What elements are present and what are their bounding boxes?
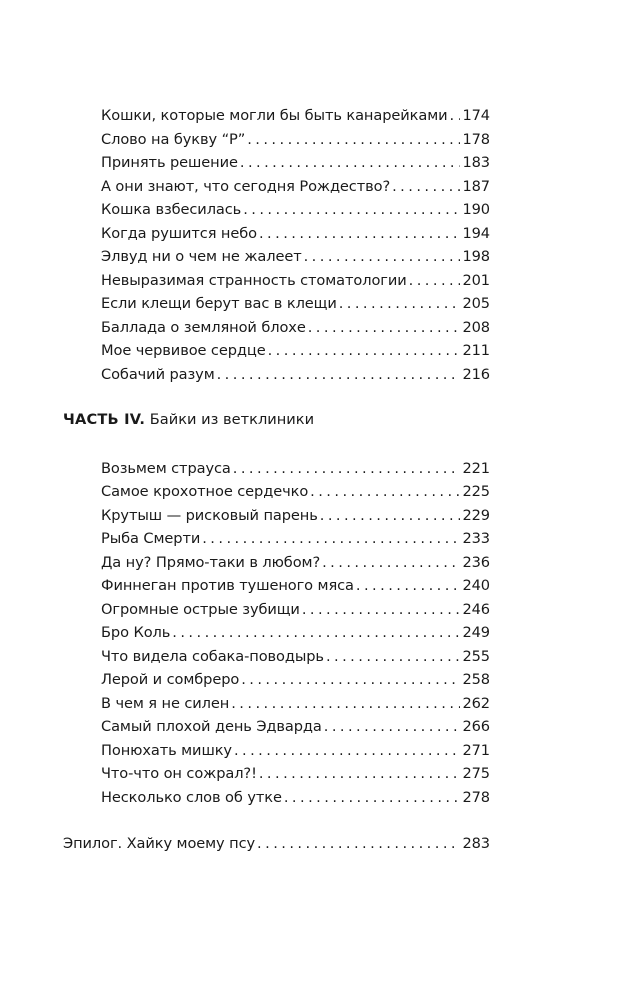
part-title: Байки из ветклиники <box>149 411 315 428</box>
toc-entry-page: 174 <box>462 107 490 124</box>
dot-leader <box>268 341 461 361</box>
toc-entry <box>101 670 490 690</box>
toc-entry <box>101 600 490 620</box>
toc-entry-page: 262 <box>462 695 490 712</box>
toc-entry <box>101 694 490 714</box>
dot-leader <box>243 200 460 220</box>
toc-entry-title: Самое крохотное сердечко <box>101 483 309 500</box>
toc-entry-page: 183 <box>462 154 490 171</box>
dot-leader <box>217 365 461 385</box>
toc-entry <box>101 224 490 244</box>
toc-entry-title: Слово на букву “Р” <box>101 131 246 148</box>
toc-entry-page: 236 <box>462 554 490 571</box>
toc-entry-page: 221 <box>462 460 490 477</box>
dot-leader <box>322 553 460 573</box>
toc-epilogue-page: 283 <box>462 835 490 852</box>
toc-entry <box>101 482 490 502</box>
toc-entry-title: Понюхать мишку <box>101 742 232 759</box>
toc-entry <box>101 247 490 267</box>
toc-entry-page: 255 <box>462 648 490 665</box>
dot-leader <box>450 106 461 126</box>
toc-entry-page: 271 <box>462 742 490 759</box>
toc-entry-page: 258 <box>462 671 490 688</box>
dot-leader <box>172 623 460 643</box>
toc-entry-page: 216 <box>462 366 490 383</box>
toc-entry-page: 249 <box>462 624 490 641</box>
toc-entry <box>101 764 490 784</box>
toc-entry-title: Возьмем страуса <box>101 460 231 477</box>
dot-leader <box>231 694 460 714</box>
toc-entry-page: 198 <box>462 248 490 265</box>
dot-leader <box>257 834 460 854</box>
toc-entry-title: Рыба Смерти <box>101 530 201 547</box>
part-heading <box>63 410 314 430</box>
toc-entry <box>101 529 490 549</box>
toc-entry-title: Баллада о земляной блохе <box>101 319 306 336</box>
toc-entry <box>101 177 490 197</box>
toc-entry <box>101 153 490 173</box>
toc-entry-page: 190 <box>462 201 490 218</box>
toc-entry-page: 278 <box>462 789 490 806</box>
dot-leader <box>302 600 461 620</box>
toc-entry-title: Когда рушится небо <box>101 225 257 242</box>
dot-leader <box>259 224 460 244</box>
toc-entry <box>101 741 490 761</box>
toc-entry-page: 205 <box>462 295 490 312</box>
dot-leader <box>234 741 460 761</box>
toc-entry <box>101 365 490 385</box>
toc-entry-page: 201 <box>462 272 490 289</box>
toc-entry <box>101 647 490 667</box>
toc-entry <box>101 106 490 126</box>
dot-leader <box>320 506 461 526</box>
toc-entry <box>101 623 490 643</box>
toc-entry-title: Финнеган против тушеного мяса <box>101 577 354 594</box>
toc-entry-title: Лерой и сомбреро <box>101 671 240 688</box>
part-label: ЧАСТЬ IV. <box>63 411 146 428</box>
dot-leader <box>259 764 461 784</box>
toc-entry <box>101 294 490 314</box>
toc-entry-page: 275 <box>462 765 490 782</box>
toc-entry-page: 211 <box>462 342 490 359</box>
toc-entry <box>101 788 490 808</box>
toc-entry-title: Элвуд ни о чем не жалеет <box>101 248 302 265</box>
dot-leader <box>233 459 461 479</box>
toc-entry-title: Кошки, которые могли бы быть канарейками <box>101 107 448 124</box>
dot-leader <box>326 647 461 667</box>
toc-entry-title: Что-что он сожрал?! <box>101 765 257 782</box>
toc-entry-page: 187 <box>462 178 490 195</box>
toc-entry-title: Огромные острые зубищи <box>101 601 300 618</box>
dot-leader <box>284 788 461 808</box>
dot-leader <box>409 271 461 291</box>
toc-entry <box>101 200 490 220</box>
toc-entry-title: Бро Коль <box>101 624 171 641</box>
toc-entry-title: Невыразимая странность стоматологии <box>101 272 407 289</box>
toc-entry-page: 208 <box>462 319 490 336</box>
toc-epilogue <box>63 834 490 854</box>
toc-entry-title: Мое червивое сердце <box>101 342 266 359</box>
toc-entry-page: 240 <box>462 577 490 594</box>
toc-entry <box>101 459 490 479</box>
toc-entry-title: Что видела собака-поводырь <box>101 648 324 665</box>
toc-entry-title: Принять решение <box>101 154 238 171</box>
dot-leader <box>308 318 461 338</box>
toc-entry-page: 194 <box>462 225 490 242</box>
toc-entry-title: Если клещи берут вас в клещи <box>101 295 337 312</box>
dot-leader <box>304 247 461 267</box>
toc-entry-title: Крутыш — рисковый парень <box>101 507 318 524</box>
dot-leader <box>202 529 460 549</box>
toc-entry-title: В чем я не силен <box>101 695 230 712</box>
dot-leader <box>240 153 461 173</box>
toc-entry-page: 229 <box>462 507 490 524</box>
toc-entry-title: Да ну? Прямо-таки в любом? <box>101 554 321 571</box>
dot-leader <box>241 670 460 690</box>
dot-leader <box>247 130 460 150</box>
toc-entry <box>101 506 490 526</box>
toc-entry-page: 225 <box>462 483 490 500</box>
dot-leader <box>392 177 460 197</box>
toc-entry <box>101 717 490 737</box>
toc-entry <box>101 318 490 338</box>
toc-entry-page: 233 <box>462 530 490 547</box>
dot-leader <box>324 717 461 737</box>
toc-entry <box>101 341 490 361</box>
toc-entry-title: Несколько слов об утке <box>101 789 282 806</box>
toc-entry-title: А они знают, что сегодня Рождество? <box>101 178 391 195</box>
toc-entry-title: Кошка взбесилась <box>101 201 242 218</box>
toc-entry-page: 178 <box>462 131 490 148</box>
dot-leader <box>339 294 461 314</box>
toc-entry-title: Собачий разум <box>101 366 215 383</box>
toc-entry <box>101 271 490 291</box>
toc-entry <box>101 576 490 596</box>
dot-leader <box>356 576 461 596</box>
toc-entry-page: 246 <box>462 601 490 618</box>
toc-entry-title: Самый плохой день Эдварда <box>101 718 322 735</box>
dot-leader <box>310 482 460 502</box>
toc-entry <box>101 553 490 573</box>
toc-epilogue-title: Эпилог. Хайку моему псу <box>63 835 256 852</box>
toc-entry <box>101 130 490 150</box>
toc-entry-page: 266 <box>462 718 490 735</box>
